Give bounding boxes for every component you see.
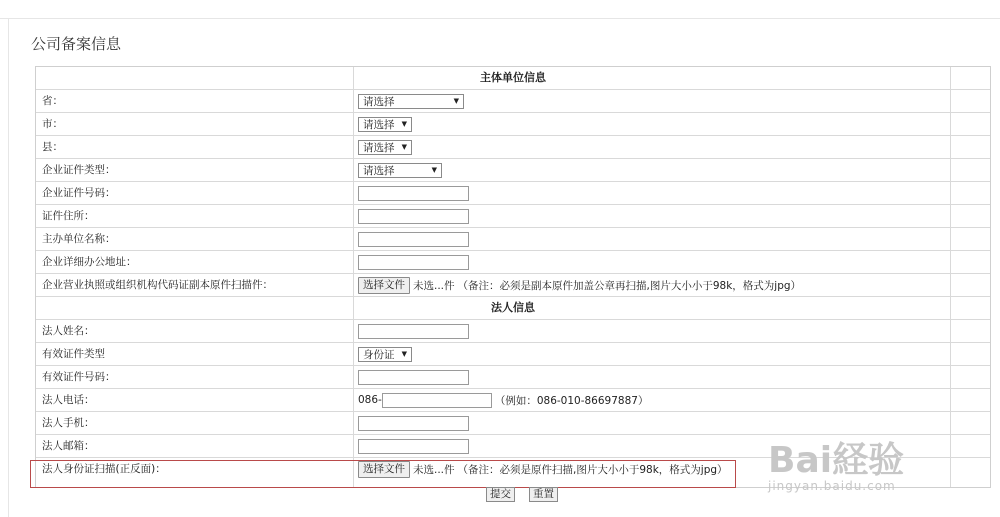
province-label: 省： (42, 95, 63, 107)
legal-id-type-label: 有效证件类型 (42, 348, 105, 360)
section-header-legal (36, 297, 990, 320)
row-county (36, 136, 990, 159)
province-select[interactable] (358, 94, 464, 109)
cert-type-select[interactable] (358, 163, 442, 178)
top-divider (0, 18, 1000, 19)
watermark-logo: Bai経验 (768, 440, 905, 481)
row-org-name (36, 228, 990, 251)
legal-phone-label: 法人电话： (42, 394, 95, 406)
watermark (768, 432, 904, 493)
legal-name-label: 法人姓名： (42, 325, 95, 337)
dropdown-arrow-icon: ▼ (453, 97, 459, 105)
section-header-subject (36, 67, 990, 90)
left-divider (8, 18, 9, 517)
row-license-scan (36, 274, 990, 297)
upload-note: （备注：必须是副本原件加盖公章再扫描,图片大小小于98k，格式为jpg） (457, 279, 802, 292)
legal-id-no-label: 有效证件号码： (42, 371, 116, 383)
dropdown-arrow-icon: ▼ (401, 350, 407, 358)
cert-no-label: 企业证件号码： (42, 187, 116, 199)
file-status: 未选...件 (413, 279, 455, 292)
county-select-value: 请选择 (363, 141, 395, 154)
row-office-address (36, 251, 990, 274)
dropdown-arrow-icon: ▼ (401, 143, 407, 151)
phone-hint: （例如：086-010-86697887） (494, 394, 649, 407)
row-province (36, 90, 990, 113)
row-cert-no (36, 182, 990, 205)
legal-phone-input[interactable] (382, 393, 492, 408)
legal-email-input[interactable] (358, 439, 469, 454)
row-legal-id-no (36, 366, 990, 389)
county-select[interactable] (358, 140, 412, 155)
cert-address-input[interactable] (358, 209, 469, 224)
highlight-box (30, 460, 736, 488)
city-select[interactable] (358, 117, 412, 132)
cert-type-select-value: 请选择 (363, 164, 395, 177)
office-address-input[interactable] (358, 255, 469, 270)
phone-prefix: 086- (358, 394, 382, 406)
submit-button[interactable]: 提交 (486, 487, 515, 502)
legal-id-no-input[interactable] (358, 370, 469, 385)
cert-address-label: 证件住所： (42, 210, 95, 222)
org-name-input[interactable] (358, 232, 469, 247)
cert-no-input[interactable] (358, 186, 469, 201)
org-name-label: 主办单位名称： (42, 233, 116, 245)
license-scan-label: 企业营业执照或组织机构代码证副本原件扫描件： (42, 279, 273, 291)
legal-mobile-label: 法人手机： (42, 417, 95, 429)
registration-form (35, 66, 991, 488)
legal-id-type-select-value: 身份证 (363, 348, 395, 361)
city-select-value: 请选择 (363, 118, 395, 131)
legal-name-input[interactable] (358, 324, 469, 339)
office-address-label: 企业详细办公地址： (42, 256, 137, 268)
form-actions (486, 487, 558, 502)
row-cert-address (36, 205, 990, 228)
reset-button[interactable]: 重置 (529, 487, 558, 502)
dropdown-arrow-icon: ▼ (401, 120, 407, 128)
legal-mobile-input[interactable] (358, 416, 469, 431)
file-status: 未选...件 (413, 463, 455, 476)
city-label: 市： (42, 118, 63, 130)
choose-file-button[interactable]: 选择文件 (358, 461, 410, 478)
province-select-value: 请选择 (363, 95, 395, 108)
row-legal-name (36, 320, 990, 343)
watermark-url: jingyan.baidu.com (768, 479, 896, 493)
upload-note: （备注：必须是原件扫描,图片大小小于98k，格式为jpg） (457, 463, 728, 476)
section-title: 主体单位信息 (480, 71, 546, 84)
choose-file-button[interactable]: 选择文件 (358, 277, 410, 294)
legal-id-scan-label: 法人身份证扫描(正反面)： (42, 463, 166, 475)
section-title: 法人信息 (491, 301, 535, 314)
cert-type-label: 企业证件类型： (42, 164, 116, 176)
row-cert-type (36, 159, 990, 182)
row-legal-phone (36, 389, 990, 412)
legal-email-label: 法人邮箱： (42, 440, 95, 452)
legal-id-type-select[interactable] (358, 347, 412, 362)
dropdown-arrow-icon: ▼ (431, 166, 437, 174)
page-title: 公司备案信息 (31, 35, 122, 53)
row-city (36, 113, 990, 136)
row-legal-id-type (36, 343, 990, 366)
county-label: 县： (42, 141, 63, 153)
